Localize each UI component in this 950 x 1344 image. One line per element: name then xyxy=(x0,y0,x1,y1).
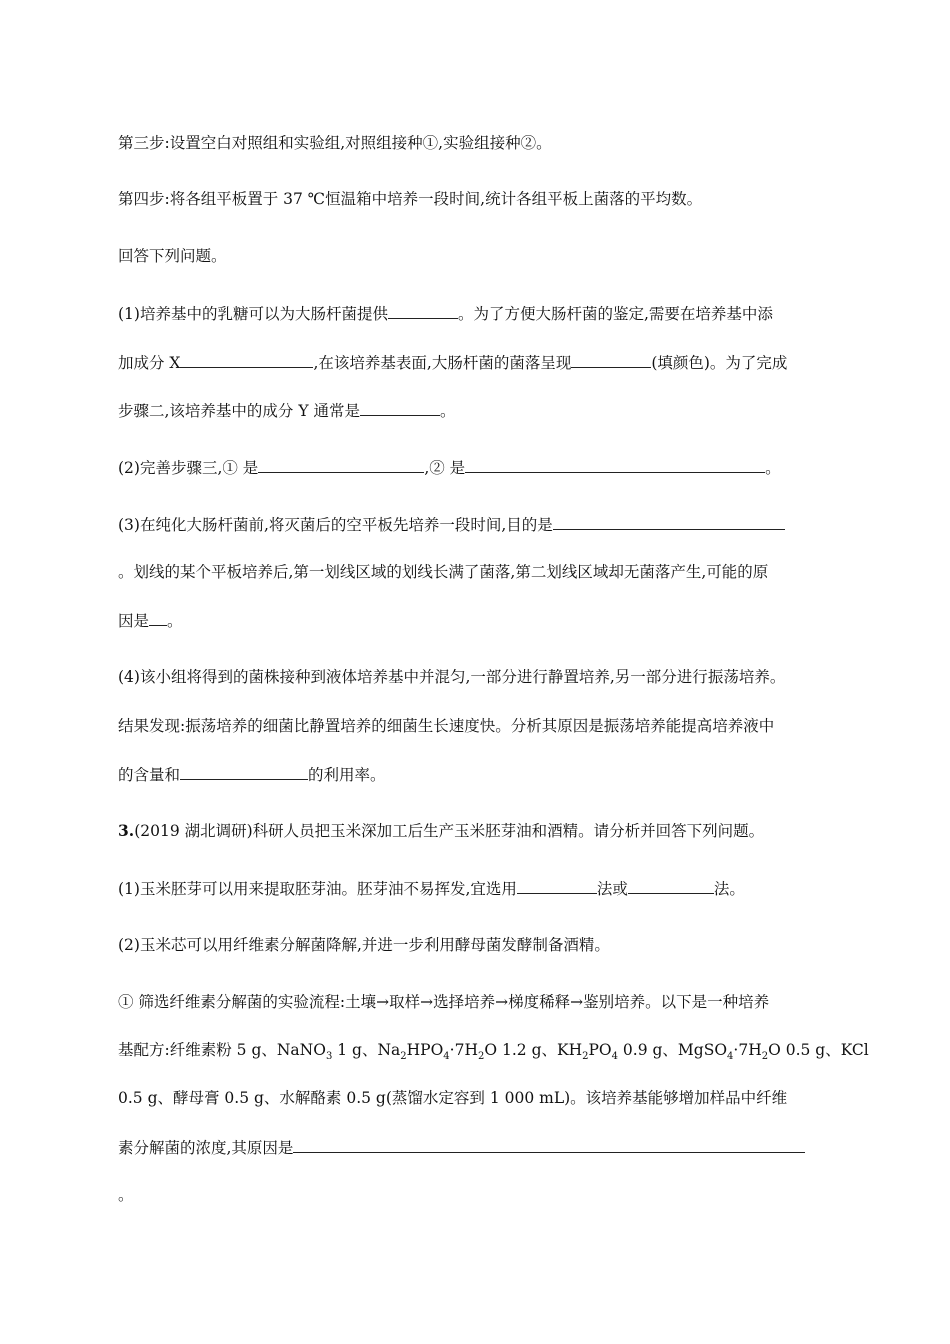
subscript: 2 xyxy=(477,1051,485,1063)
answer-blank[interactable] xyxy=(360,400,440,416)
q1-text-f: 步骤二,该培养基中的成分 Y 通常是 xyxy=(118,402,361,420)
formula-text: 0.9 g、MgSO xyxy=(617,1041,728,1059)
answer-blank[interactable] xyxy=(149,610,167,626)
p3q2-1-line5: 。 xyxy=(118,1186,134,1204)
subscript: 4 xyxy=(611,1051,618,1063)
answer-blank[interactable] xyxy=(180,764,308,780)
subscript: 3 xyxy=(325,1051,333,1063)
p3q2-1-text: 素分解菌的浓度,其原因是 xyxy=(118,1139,294,1157)
formula-text: 1 g、Na xyxy=(332,1041,401,1059)
q4-line1: (4)该小组将得到的菌株接种到液体培养基中并混匀,一部分进行静置培养,另一部分进行振荡培养。 xyxy=(118,668,786,686)
q3-text-c: 因是 xyxy=(118,612,150,630)
formula-text: HPO xyxy=(406,1041,444,1059)
p3q2-line: (2)玉米芯可以用纤维素分解菌降解,并进一步利用酵母菌发酵制备酒精。 xyxy=(118,936,610,954)
q1-line1 xyxy=(118,303,773,324)
problem3-heading xyxy=(118,821,764,841)
step3-text: 第三步:设置空白对照组和实验组,对照组接种①,实验组接种②。 xyxy=(118,134,552,152)
q1-text-a: (1)培养基中的乳糖可以为大肠杆菌提供 xyxy=(118,305,388,323)
q3-text-d: 。 xyxy=(167,612,183,630)
formula-text: 基配方:纤维素粉 5 g、NaNO xyxy=(118,1041,326,1059)
answer-intro: 回答下列问题。 xyxy=(118,247,227,265)
q4-text-d: 的利用率。 xyxy=(308,766,386,784)
q1-line2 xyxy=(118,352,787,373)
answer-blank[interactable] xyxy=(388,303,458,319)
p3q2-1-line3: 0.5 g、酵母膏 0.5 g、水解酪素 0.5 g(蒸馏水定容到 1 000 mL)。该培养基能够增加样品中纤维 xyxy=(118,1089,788,1107)
answer-blank[interactable] xyxy=(258,457,424,473)
q2-text-a: (2)完善步骤三,① 是 xyxy=(118,459,259,477)
formula-text: ·7H xyxy=(733,1041,762,1059)
formula-text: PO xyxy=(588,1041,612,1059)
formula-text: O 0.5 g、KCl xyxy=(768,1041,869,1059)
q3-line3 xyxy=(118,610,183,631)
p3q1-text-c: 法。 xyxy=(713,880,745,898)
q1-line3 xyxy=(118,400,456,421)
q1-text-g: 。 xyxy=(440,402,456,420)
p3q2-1-line1: ① 筛选纤维素分解菌的实验流程:土壤→取样→选择培养→梯度稀释→鉴别培养。以下是一种培养 xyxy=(118,993,770,1011)
subscript: 2 xyxy=(400,1051,407,1063)
subscript: 4 xyxy=(727,1051,734,1063)
q1-text-d: ,在该培养基表面,大肠杆菌的菌落呈现 xyxy=(313,354,572,372)
q2-line xyxy=(118,457,781,478)
answer-blank[interactable] xyxy=(571,352,651,368)
q4-line2: 结果发现:振荡培养的细菌比静置培养的细菌生长速度快。分析其原因是振荡培养能提高培养液中 xyxy=(118,717,775,735)
p3q1-text-b: 法或 xyxy=(596,880,628,898)
q1-text-e: (填颜色)。为了完成 xyxy=(651,354,788,372)
problem3-text: (2019 湖北调研)科研人员把玉米深加工后生产玉米胚芽油和酒精。请分析并回答下列问题。 xyxy=(134,822,765,840)
problem-number: 3. xyxy=(118,821,135,840)
q3-line1 xyxy=(118,514,785,535)
answer-blank[interactable] xyxy=(293,1137,805,1153)
step4-text: 第四步:将各组平板置于 37 ℃恒温箱中培养一段时间,统计各组平板上菌落的平均数。 xyxy=(118,190,703,208)
q1-text-c: 加成分 X xyxy=(118,354,181,372)
answer-blank[interactable] xyxy=(517,878,597,894)
subscript: 2 xyxy=(582,1051,589,1063)
p3q2-1-line4 xyxy=(118,1137,805,1158)
q2-text-b: ,② 是 xyxy=(424,459,466,477)
answer-blank[interactable] xyxy=(628,878,714,894)
q2-text-c: 。 xyxy=(765,459,781,477)
q3-line2: 。划线的某个平板培养后,第一划线区域的划线长满了菌落,第二划线区域却无菌落产生,可能的原 xyxy=(118,563,769,581)
p3q2-1-line2 xyxy=(118,1040,869,1063)
q1-text-b: 。为了方便大肠杆菌的鉴定,需要在培养基中添 xyxy=(457,305,773,323)
formula-text: ·7H xyxy=(449,1041,478,1059)
answer-blank[interactable] xyxy=(553,514,785,530)
p3q1-text-a: (1)玉米胚芽可以用来提取胚芽油。胚芽油不易挥发,宜选用 xyxy=(118,880,517,898)
answer-blank[interactable] xyxy=(465,457,765,473)
subscript: 4 xyxy=(443,1051,450,1063)
q4-text-c: 的含量和 xyxy=(118,766,181,784)
q4-line3 xyxy=(118,764,386,785)
q3-text-a: (3)在纯化大肠杆菌前,将灭菌后的空平板先培养一段时间,目的是 xyxy=(118,516,553,534)
formula-text: O 1.2 g、KH xyxy=(484,1041,583,1059)
p3q1-line xyxy=(118,878,745,899)
subscript: 2 xyxy=(761,1051,769,1063)
answer-blank[interactable] xyxy=(180,352,313,368)
